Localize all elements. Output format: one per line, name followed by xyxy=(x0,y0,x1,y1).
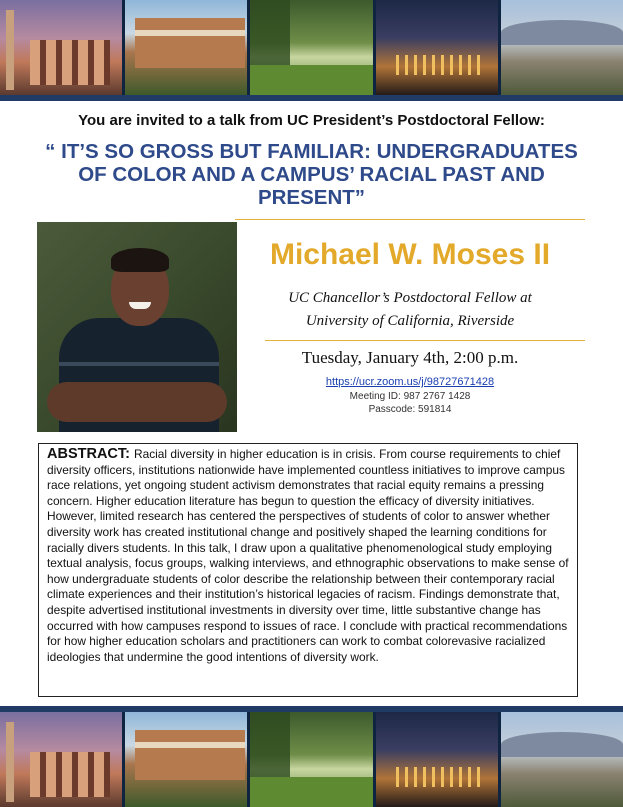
campus-photo-strip-bottom xyxy=(0,712,623,807)
passcode: Passcode: 591814 xyxy=(368,404,452,415)
top-divider-band xyxy=(0,95,623,101)
bell-tower-photo xyxy=(0,712,125,807)
talk-title: “ IT’S SO GROSS BUT FAMILIAR: UNDERGRADUATES OF COLOR AND A CAMPUS’ RACIAL PAST AND PRESENT” xyxy=(45,140,578,209)
speaker-name: Michael W. Moses II xyxy=(269,238,551,271)
campus-lawn-photo xyxy=(250,712,375,807)
campus-building-photo xyxy=(125,0,250,95)
speaker-role xyxy=(240,287,580,333)
gold-divider-2 xyxy=(265,340,585,341)
speaker-portrait xyxy=(37,222,237,432)
invitation-line: You are invited to a talk from UC President’s Postdoctoral Fellow: xyxy=(78,112,545,129)
campus-building-photo xyxy=(125,712,250,807)
abstract-label: ABSTRACT: xyxy=(47,446,134,462)
city-hills-photo xyxy=(501,712,623,807)
campus-lawn-photo xyxy=(250,0,375,95)
campus-photo-strip-top xyxy=(0,0,623,95)
abstract-box xyxy=(38,443,578,697)
abstract-text: Racial diversity in higher education is in crisis. From course requirements to chief diversity officers, institutions nationwide have implemented countless initiatives to improve campus race relations, yet ongoing student activism demonstrates that racial equity remains a pressing concern. Higher education literature has begun to question the efficacy of diversity initiatives. However, limited research has centered the perspectives of students of color to answer whether diversity work has created institutional change and positively shaped the learning conditions for racially divers students. In this talk, I draw upon a qualitative phenomenological study employing textual analysis, focus groups, walking interviews, and ethnographic observations to make sense of how undergraduate students of color describe the relationship between their contemporary racial climate experiences and their institution’s historical legacies of racism. Findings demonstrate that, despite advertised institutional investments in diversity over time, little substantive change has occurred with how campuses respond to issues of race. I conclude with practical recommendations for how higher education scholars and practitioners can work to combat colorevasive racialized ideologies that undermine the good intentions of diversity work. xyxy=(47,447,569,664)
campus-night-photo xyxy=(376,0,501,95)
speaker-role-line-2: University of California, Riverside xyxy=(305,313,515,329)
speaker-role-line-1: UC Chancellor’s Postdoctoral Fellow at xyxy=(288,290,532,306)
meeting-id: Meeting ID: 987 2767 1428 xyxy=(349,391,471,402)
city-hills-photo xyxy=(501,0,623,95)
bell-tower-photo xyxy=(0,0,125,95)
gold-divider xyxy=(235,219,585,220)
event-date-time: Tuesday, January 4th, 2:00 p.m. xyxy=(301,348,519,367)
zoom-link[interactable]: https://ucr.zoom.us/j/98727671428 xyxy=(325,376,495,388)
meeting-details xyxy=(240,390,580,416)
campus-night-photo xyxy=(376,712,501,807)
